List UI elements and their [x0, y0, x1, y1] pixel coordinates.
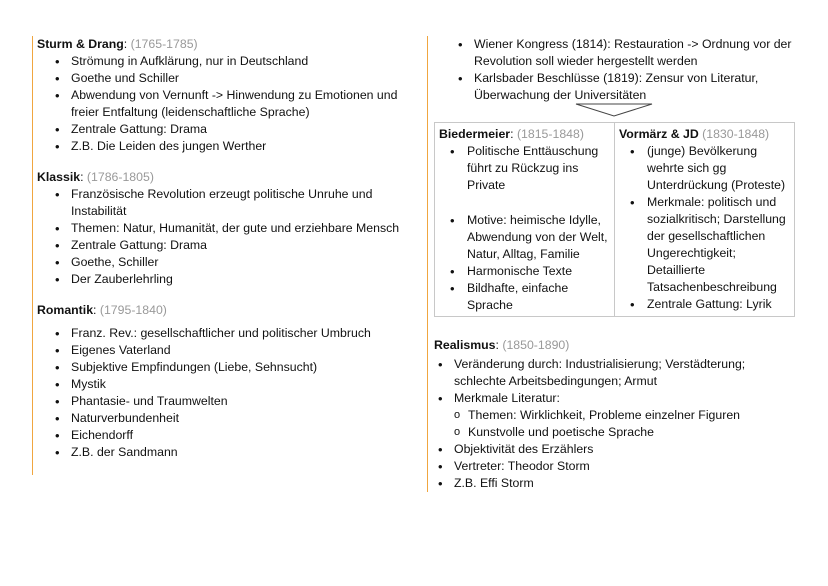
left-column: [32, 36, 402, 475]
sub-list-item: o Themen: Wirklichkeit, Probleme einzelner Figuren: [434, 407, 799, 424]
down-arrow-icon: [574, 102, 654, 118]
heading-title: Klassik: [37, 170, 81, 184]
heading-colon: :: [80, 170, 87, 184]
heading-title: Biedermeier: [439, 127, 511, 141]
list-item: • Der Zauberlehrling: [37, 271, 402, 288]
list-item: • Merkmale: politisch und sozialkritisch; Darstellung der gesellschaftlichen Ungerechtigkeit; Detaillierte Tatsachenbeschreibung: [619, 194, 790, 296]
cell-vormaerz: [614, 123, 794, 316]
list-item: • Phantasie- und Traumwelten: [37, 393, 402, 410]
section-realismus: [434, 337, 799, 492]
heading-title: Vormärz & JD: [619, 127, 699, 141]
list-item: • Goethe und Schiller: [37, 70, 402, 87]
list-item: • Z.B. Effi Storm: [434, 475, 799, 492]
list-item: • Subjektive Empfindungen (Liebe, Sehnsucht): [37, 359, 402, 376]
list-item: • Motive: heimische Idylle, Abwendung von der Welt, Natur, Alltag, Familie: [439, 212, 610, 263]
heading-title: Romantik: [37, 303, 94, 317]
heading-dates: (1765-1785): [130, 37, 198, 51]
list-item: • Bildhafte, einfache Sprache: [439, 280, 610, 314]
list-item: • Eigenes Vaterland: [37, 342, 402, 359]
spacer: [439, 194, 610, 212]
section-sturm-und-drang: [37, 36, 402, 155]
list-item: • Zentrale Gattung: Lyrik: [619, 296, 790, 313]
list-item: • Wiener Kongress (1814): Restauration -> Ordnung vor der Revolution soll wieder hergestellt werden: [434, 36, 799, 70]
list-item: • Franz. Rev.: gesellschaftlicher und politischer Umbruch: [37, 325, 402, 342]
list-item: • Politische Enttäuschung führt zu Rückzug ins Private: [439, 143, 610, 194]
sub-list-item: o Kunstvolle und poetische Sprache: [434, 424, 799, 441]
down-arrow: [434, 106, 799, 120]
heading-dates: (1830-1848): [702, 127, 770, 141]
section-heading: [37, 36, 402, 53]
heading-dates: (1815-1848): [516, 127, 584, 141]
heading-dates: (1850-1890): [502, 338, 570, 352]
list-item: • Zentrale Gattung: Drama: [37, 121, 402, 138]
list-item: • Goethe, Schiller: [37, 254, 402, 271]
list-item: • Französische Revolution erzeugt politische Unruhe und Instabilität: [37, 186, 402, 220]
list-item: • Z.B. der Sandmann: [37, 444, 402, 461]
list-item: • Abwendung von Vernunft -> Hinwendung zu Emotionen und freier Entfaltung (leidenschaftliche Sprache): [37, 87, 402, 121]
bullet-list: [439, 212, 610, 314]
heading-colon: :: [510, 127, 517, 141]
list-item: • Mystik: [37, 376, 402, 393]
section-heading: [619, 126, 790, 143]
list-item: • Karlsbader Beschlüsse (1819): Zensur von Literatur, Überwachung der Universitäten: [434, 70, 799, 104]
heading-dates: (1786-1805): [86, 170, 154, 184]
heading-title: Realismus: [434, 338, 496, 352]
list-item: • Merkmale Literatur:: [434, 390, 799, 407]
heading-colon: :: [495, 338, 503, 352]
top-bullet-list: [434, 36, 799, 104]
section-romantik: [37, 302, 402, 461]
list-item: • Eichendorff: [37, 427, 402, 444]
heading-colon: :: [93, 303, 100, 317]
epochs-table: [434, 122, 795, 317]
list-item: • Naturverbundenheit: [37, 410, 402, 427]
bullet-list: [37, 53, 402, 155]
heading-colon: :: [123, 37, 131, 51]
bullet-list: [434, 356, 799, 492]
list-item: • Strömung in Aufklärung, nur in Deutschland: [37, 53, 402, 70]
list-item: • (junge) Bevölkerung wehrte sich gg Unterdrückung (Proteste): [619, 143, 790, 194]
section-klassik: [37, 169, 402, 288]
heading-title: Sturm & Drang: [37, 37, 124, 51]
bullet-list: [439, 143, 610, 194]
bullet-list: [37, 186, 402, 288]
list-item: • Zentrale Gattung: Drama: [37, 237, 402, 254]
section-heading: [439, 126, 610, 143]
list-item: • Vertreter: Theodor Storm: [434, 458, 799, 475]
heading-dates: (1795-1840): [99, 303, 167, 317]
bullet-list: [37, 325, 402, 461]
section-heading: [37, 302, 402, 319]
list-item: • Themen: Natur, Humanität, der gute und erziehbare Mensch: [37, 220, 402, 237]
list-item: • Harmonische Texte: [439, 263, 610, 280]
list-item: • Objektivität des Erzählers: [434, 441, 799, 458]
right-column: [427, 36, 799, 492]
section-heading: [37, 169, 402, 186]
cell-biedermeier: [435, 123, 614, 316]
section-heading: [434, 337, 799, 354]
bullet-list: [619, 143, 790, 313]
list-item: • Veränderung durch: Industrialisierung; Verstädterung; schlechte Arbeitsbedingungen; Armut: [434, 356, 799, 390]
list-item: • Z.B. Die Leiden des jungen Werther: [37, 138, 402, 155]
